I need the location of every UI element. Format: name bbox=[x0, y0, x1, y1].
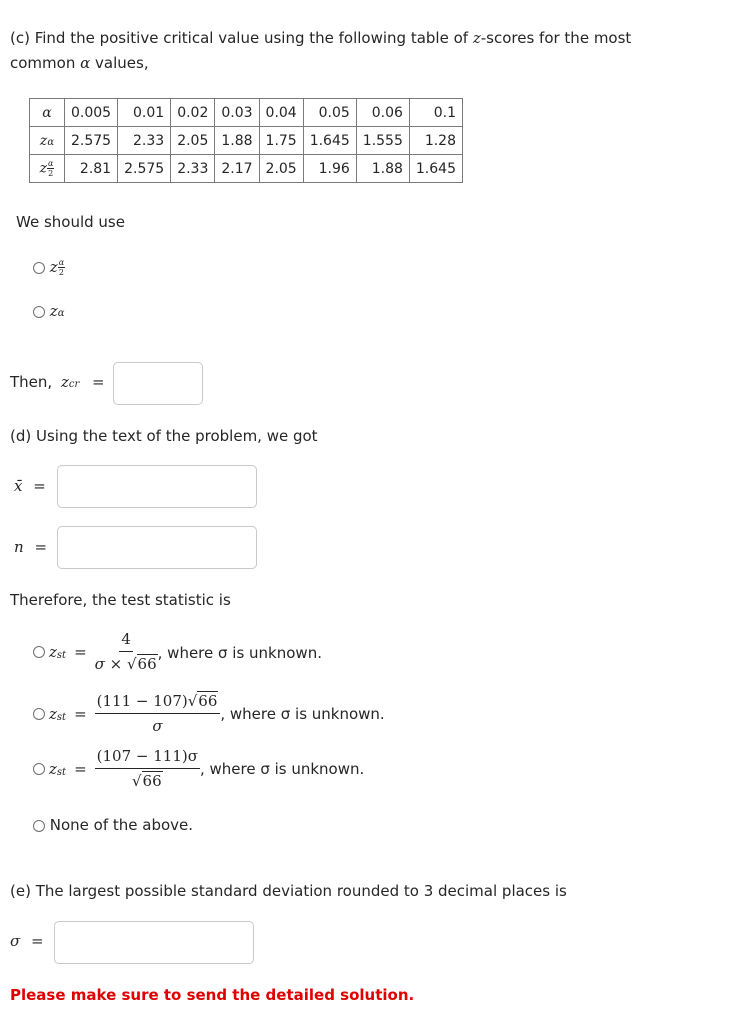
z-cr-input[interactable] bbox=[113, 362, 203, 405]
radio-button[interactable] bbox=[33, 306, 45, 318]
radio-button[interactable] bbox=[33, 763, 45, 775]
radio-button[interactable] bbox=[33, 262, 45, 274]
part-d-prompt: (d) Using the text of the problem, we got bbox=[10, 427, 318, 445]
table-cell: 1.28 bbox=[409, 127, 462, 155]
table-cell: 2.17 bbox=[215, 155, 259, 183]
stat-option-3[interactable]: z st = $\frac{(107 - 111)\sigma}{√66}$ , where σ is unknown. bbox=[33, 747, 364, 790]
option-none-of-the-above[interactable]: None of the above. bbox=[33, 816, 193, 834]
stat-option-2[interactable]: z st = $\frac{(111 - 107)√66}{\sigma}$ , where σ is unknown. bbox=[33, 692, 385, 735]
table-row-z-alpha-half bbox=[30, 155, 463, 183]
table-cell: 1.75 bbox=[259, 127, 303, 155]
row-label-z-alpha-half: z $\frac{\alpha}{2}$ bbox=[30, 155, 65, 183]
stat-option-1[interactable]: z st = $\frac{4}{\sigma \times √66}$ , where σ is unknown. bbox=[33, 630, 322, 673]
we-should-use-label: We should use bbox=[16, 213, 125, 231]
radio-button[interactable] bbox=[33, 820, 45, 832]
table-cell: 0.1 bbox=[409, 99, 462, 127]
table-cell: 2.33 bbox=[118, 127, 171, 155]
therefore-label: Therefore, the test statistic is bbox=[10, 591, 231, 609]
table-cell: 2.575 bbox=[65, 127, 118, 155]
fraction: $\frac{(107 - 111)\sigma}{√66}$ bbox=[96, 747, 198, 790]
table-cell: 0.04 bbox=[259, 99, 303, 127]
fraction: $\frac{4}{\sigma \times √66}$ bbox=[94, 630, 157, 673]
radio-button[interactable] bbox=[33, 708, 45, 720]
sample-size-input[interactable] bbox=[57, 526, 257, 569]
table-cell: 0.02 bbox=[171, 99, 215, 127]
footer-note: Please make sure to send the detailed solution. bbox=[10, 986, 415, 1004]
option-z-alpha[interactable]: zα bbox=[33, 302, 64, 320]
part-c-prompt: (c) Find the positive critical value using the following table of z-scores for the most common α values, bbox=[10, 29, 632, 72]
option-z-alpha-half[interactable]: z $\frac{\alpha}{2}$ bbox=[33, 258, 65, 277]
table-cell: 1.645 bbox=[303, 127, 356, 155]
table-cell: 0.05 bbox=[303, 99, 356, 127]
alpha-symbol: α bbox=[80, 54, 91, 72]
sample-mean-input[interactable] bbox=[57, 465, 257, 508]
sigma-label: σ = bbox=[10, 932, 44, 950]
table-cell: 1.96 bbox=[303, 155, 356, 183]
table-cell: 2.81 bbox=[65, 155, 118, 183]
part-e-prompt: (e) The largest possible standard deviation rounded to 3 decimal places is bbox=[10, 882, 567, 900]
table-cell: 0.03 bbox=[215, 99, 259, 127]
radio-button[interactable] bbox=[33, 646, 45, 658]
table-cell: 1.645 bbox=[409, 155, 462, 183]
row-label-alpha: α bbox=[30, 99, 65, 127]
table-cell: 0.01 bbox=[118, 99, 171, 127]
table-cell: 0.06 bbox=[356, 99, 409, 127]
table-cell: 2.575 bbox=[118, 155, 171, 183]
row-label-z-alpha: zα bbox=[30, 127, 65, 155]
xbar-label: x̄ = bbox=[14, 477, 46, 495]
table-row-z-alpha bbox=[30, 127, 463, 155]
z-cr-label: Then, zcr = bbox=[10, 373, 105, 391]
table-cell: 0.005 bbox=[65, 99, 118, 127]
largest-sd-input[interactable] bbox=[54, 921, 254, 964]
z-symbol: z bbox=[472, 29, 481, 47]
n-label: n = bbox=[14, 538, 48, 556]
fraction: $\frac{(111 - 107)√66}{\sigma}$ bbox=[95, 692, 221, 735]
table-row-alpha bbox=[30, 99, 463, 127]
table-cell: 1.88 bbox=[356, 155, 409, 183]
z-score-table bbox=[29, 98, 463, 183]
table-cell: 2.05 bbox=[171, 127, 215, 155]
table-cell: 2.05 bbox=[259, 155, 303, 183]
table-cell: 1.88 bbox=[215, 127, 259, 155]
table-cell: 1.555 bbox=[356, 127, 409, 155]
table-cell: 2.33 bbox=[171, 155, 215, 183]
